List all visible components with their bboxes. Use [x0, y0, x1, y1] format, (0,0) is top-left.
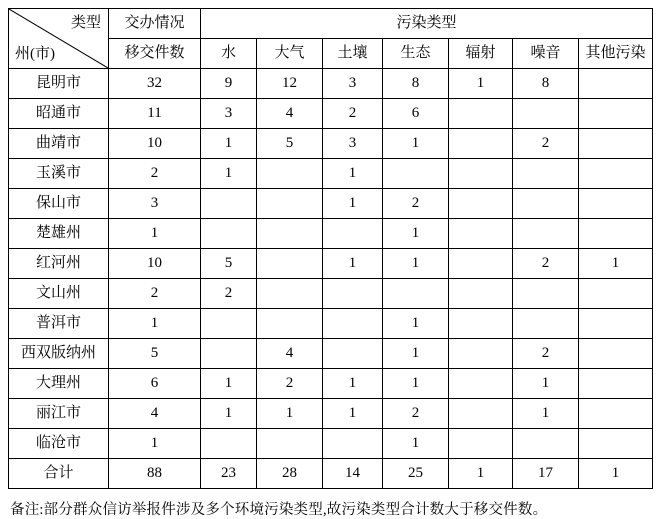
cell-water: 1	[201, 399, 257, 429]
cell-ecology	[383, 159, 449, 189]
cell-transferred-count: 6	[109, 369, 201, 399]
cell-water: 9	[201, 69, 257, 99]
cell-transferred-count: 3	[109, 189, 201, 219]
cell-ecology	[383, 279, 449, 309]
cell-noise	[513, 279, 579, 309]
cell-air	[257, 429, 323, 459]
cell-radiation	[449, 339, 513, 369]
cell-noise	[513, 309, 579, 339]
corner-type-label: 类型	[70, 15, 101, 31]
cell-other: 1	[579, 249, 653, 279]
table-row	[9, 369, 653, 399]
sub-header-soil: 土壤	[323, 39, 383, 69]
cell-air: 4	[257, 99, 323, 129]
cell-air	[257, 189, 323, 219]
cell-water: 1	[201, 369, 257, 399]
row-region-label: 大理州	[9, 369, 109, 399]
cell-other	[579, 129, 653, 159]
cell-transferred-count: 11	[109, 99, 201, 129]
sub-header-noise: 噪音	[513, 39, 579, 69]
cell-radiation	[449, 159, 513, 189]
cell-other	[579, 219, 653, 249]
cell-other	[579, 189, 653, 219]
cell-ecology: 6	[383, 99, 449, 129]
row-region-label: 西双版纳州	[9, 339, 109, 369]
cell-other	[579, 429, 653, 459]
cell-ecology: 1	[383, 339, 449, 369]
cell-noise	[513, 189, 579, 219]
cell-water: 3	[201, 99, 257, 129]
table-row	[9, 339, 653, 369]
cell-other	[579, 339, 653, 369]
cell-ecology: 1	[383, 249, 449, 279]
cell-soil: 1	[323, 249, 383, 279]
cell-air: 2	[257, 369, 323, 399]
cell-noise: 2	[513, 339, 579, 369]
cell-soil: 1	[323, 159, 383, 189]
cell-air	[257, 219, 323, 249]
cell-radiation	[449, 249, 513, 279]
total-row-label: 合计	[9, 459, 109, 489]
cell-noise: 1	[513, 399, 579, 429]
cell-noise: 1	[513, 369, 579, 399]
pollution-statistics-table	[8, 8, 653, 489]
table-row	[9, 309, 653, 339]
cell-soil	[323, 219, 383, 249]
corner-region-label: 州(市)	[15, 46, 55, 62]
group-header-pollution-type: 污染类型	[201, 9, 653, 39]
table-row	[9, 189, 653, 219]
cell-other	[579, 369, 653, 399]
sub-header-radiation: 辐射	[449, 39, 513, 69]
cell-water: 1	[201, 129, 257, 159]
cell-soil: 3	[323, 69, 383, 99]
cell-radiation	[449, 99, 513, 129]
cell-radiation	[449, 279, 513, 309]
table-row	[9, 99, 653, 129]
cell-transferred-count: 1	[109, 309, 201, 339]
cell-transferred-count: 1	[109, 219, 201, 249]
cell-noise	[513, 99, 579, 129]
cell-ecology: 1	[383, 309, 449, 339]
cell-water	[201, 219, 257, 249]
cell-soil: 1	[323, 369, 383, 399]
row-region-label: 玉溪市	[9, 159, 109, 189]
cell-soil: 1	[323, 189, 383, 219]
row-region-label: 昆明市	[9, 69, 109, 99]
cell-ecology: 2	[383, 189, 449, 219]
sub-header-other: 其他污染	[579, 39, 653, 69]
cell-water	[201, 339, 257, 369]
table-row	[9, 129, 653, 159]
cell-soil	[323, 309, 383, 339]
cell-transferred-count: 2	[109, 159, 201, 189]
cell-water	[201, 189, 257, 219]
cell-radiation: 1	[449, 69, 513, 99]
cell-radiation	[449, 219, 513, 249]
cell-ecology: 2	[383, 399, 449, 429]
cell-air	[257, 309, 323, 339]
cell-transferred-count: 4	[109, 399, 201, 429]
note-label: 备注:	[10, 502, 44, 518]
cell-soil	[323, 339, 383, 369]
row-region-label: 曲靖市	[9, 129, 109, 159]
table-corner-cell	[9, 9, 109, 69]
total-ecology: 25	[383, 459, 449, 489]
cell-radiation	[449, 369, 513, 399]
total-radiation: 1	[449, 459, 513, 489]
cell-transferred-count: 5	[109, 339, 201, 369]
cell-soil: 2	[323, 99, 383, 129]
cell-noise: 2	[513, 249, 579, 279]
cell-radiation	[449, 429, 513, 459]
cell-radiation	[449, 129, 513, 159]
row-region-label: 楚雄州	[9, 219, 109, 249]
cell-other	[579, 99, 653, 129]
cell-noise: 8	[513, 69, 579, 99]
cell-ecology: 1	[383, 219, 449, 249]
row-region-label: 临沧市	[9, 429, 109, 459]
row-region-label: 文山州	[9, 279, 109, 309]
table-row	[9, 279, 653, 309]
cell-air: 12	[257, 69, 323, 99]
cell-water: 1	[201, 159, 257, 189]
table-row	[9, 159, 653, 189]
cell-air	[257, 249, 323, 279]
total-air: 28	[257, 459, 323, 489]
row-region-label: 昭通市	[9, 99, 109, 129]
row-region-label: 保山市	[9, 189, 109, 219]
cell-transferred-count: 2	[109, 279, 201, 309]
total-noise: 17	[513, 459, 579, 489]
cell-soil: 3	[323, 129, 383, 159]
cell-air: 4	[257, 339, 323, 369]
total-other: 1	[579, 459, 653, 489]
cell-air: 5	[257, 129, 323, 159]
cell-radiation	[449, 309, 513, 339]
cell-radiation	[449, 189, 513, 219]
cell-other	[579, 69, 653, 99]
cell-other	[579, 309, 653, 339]
cell-air	[257, 279, 323, 309]
cell-water: 2	[201, 279, 257, 309]
table-note	[8, 498, 652, 519]
cell-ecology: 1	[383, 369, 449, 399]
cell-transferred-count: 10	[109, 249, 201, 279]
table-row	[9, 69, 653, 99]
cell-noise	[513, 429, 579, 459]
cell-noise: 2	[513, 129, 579, 159]
row-region-label: 红河州	[9, 249, 109, 279]
row-region-label: 普洱市	[9, 309, 109, 339]
cell-air	[257, 159, 323, 189]
table-total-row	[9, 459, 653, 489]
total-soil: 14	[323, 459, 383, 489]
cell-noise	[513, 219, 579, 249]
cell-soil	[323, 429, 383, 459]
total-transferred-count: 88	[109, 459, 201, 489]
cell-ecology: 8	[383, 69, 449, 99]
table-row	[9, 429, 653, 459]
cell-ecology: 1	[383, 129, 449, 159]
group-header-handling: 交办情况	[109, 9, 201, 39]
table-row	[9, 399, 653, 429]
total-water: 23	[201, 459, 257, 489]
cell-water	[201, 309, 257, 339]
sub-header-air: 大气	[257, 39, 323, 69]
cell-transferred-count: 1	[109, 429, 201, 459]
cell-noise	[513, 159, 579, 189]
cell-transferred-count: 10	[109, 129, 201, 159]
cell-air: 1	[257, 399, 323, 429]
sub-header-transferred-count: 移交件数	[109, 39, 201, 69]
cell-other	[579, 159, 653, 189]
sub-header-ecology: 生态	[383, 39, 449, 69]
table-header-row-1	[9, 9, 653, 39]
cell-water: 5	[201, 249, 257, 279]
cell-radiation	[449, 399, 513, 429]
table-row	[9, 249, 653, 279]
sub-header-water: 水	[201, 39, 257, 69]
cell-water	[201, 429, 257, 459]
cell-other	[579, 279, 653, 309]
table-row	[9, 219, 653, 249]
cell-ecology: 1	[383, 429, 449, 459]
cell-soil	[323, 279, 383, 309]
cell-other	[579, 399, 653, 429]
note-text: 部分群众信访举报件涉及多个环境污染类型,故污染类型合计数大于移交件数。	[43, 502, 548, 518]
row-region-label: 丽江市	[9, 399, 109, 429]
cell-transferred-count: 32	[109, 69, 201, 99]
cell-soil: 1	[323, 399, 383, 429]
